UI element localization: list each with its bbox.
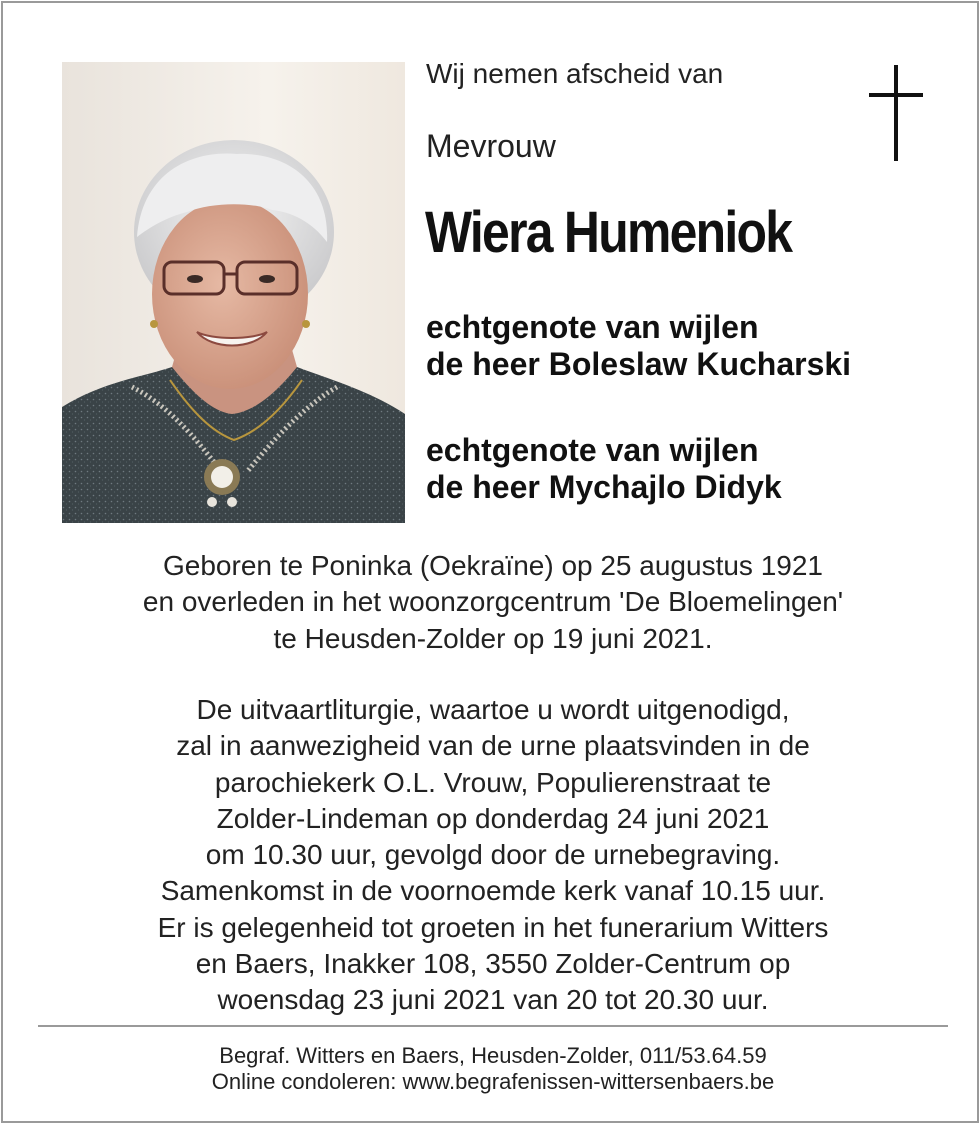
text-line: te Heusden-Zolder op 19 juni 2021. xyxy=(273,622,713,654)
text-line: Zolder-Lindeman op donderdag 24 juni 2021 xyxy=(216,802,770,834)
text-line: parochiekerk O.L. Vrouw, Populierenstraat te xyxy=(214,766,772,798)
spouse-block-1 xyxy=(426,309,851,383)
divider xyxy=(38,1025,948,1027)
spouse-name: de heer Boleslaw Kucharski xyxy=(426,346,852,382)
portrait-photo xyxy=(62,62,405,523)
brooch-pearl xyxy=(211,466,233,488)
text-line: zal in aanwezigheid van de urne plaatsvinden in de xyxy=(176,730,810,762)
intro-text: Wij nemen afscheid van xyxy=(426,58,724,89)
cross-icon xyxy=(869,65,923,161)
footer xyxy=(33,1043,953,1095)
text-line: en Baers, Inakker 108, 3550 Zolder-Centrum op xyxy=(195,948,791,980)
spouse-relation: echtgenote van wijlen xyxy=(426,432,759,468)
funeral-home-contact: Begraf. Witters en Baers, Heusden-Zolder, 011/53.64.59 xyxy=(219,1043,767,1068)
portrait-illustration xyxy=(62,62,405,523)
funeral-details xyxy=(33,692,953,1019)
text-line: en overleden in het woonzorgcentrum 'De Bloemelingen' xyxy=(142,586,844,618)
text-line: Geboren te Poninka (Oekraïne) op 25 augustus 1921 xyxy=(163,550,823,581)
spouse-relation: echtgenote van wijlen xyxy=(426,309,759,345)
text-line: Samenkomst in de voornoemde kerk vanaf 10.15 uur. xyxy=(160,875,826,907)
text-line: om 10.30 uur, gevolgd door de urnebegraving. xyxy=(205,839,781,871)
deceased-name: Wiera Humeniok xyxy=(425,200,792,265)
text-line: Er is gelegenheid tot groeten in het funerarium Witters xyxy=(157,911,829,943)
obituary-card xyxy=(1,1,979,1123)
spouse-name: de heer Mychajlo Didyk xyxy=(426,469,782,505)
text-line: De uitvaartliturgie, waartoe u wordt uitgenodigd, xyxy=(196,694,790,725)
text-line: woensdag 23 juni 2021 van 20 tot 20.30 uur. xyxy=(217,984,769,1016)
spouse-block-2 xyxy=(426,432,782,506)
birth-death-details xyxy=(33,548,953,657)
online-condolence-link[interactable]: Online condoleren: www.begrafenissen-wittersenbaers.be xyxy=(211,1069,775,1094)
honorific: Mevrouw xyxy=(426,128,556,164)
